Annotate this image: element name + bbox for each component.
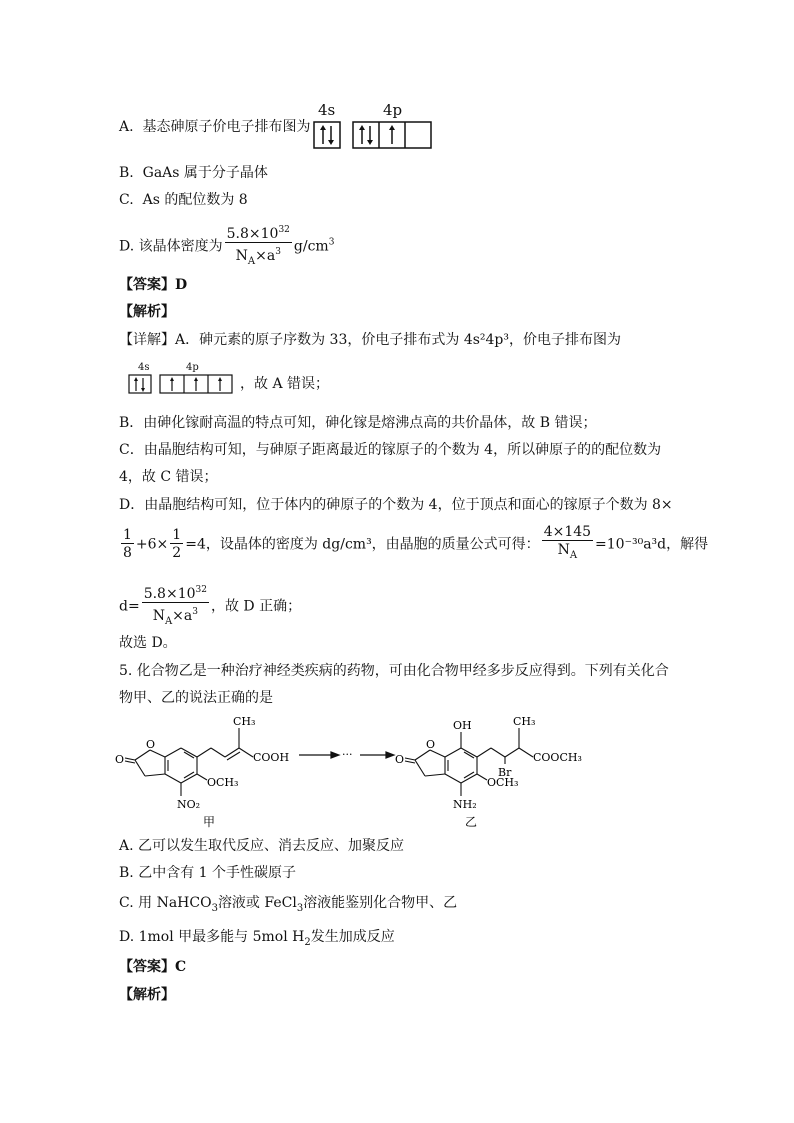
yi-ch3: CH₃ bbox=[513, 715, 536, 728]
q5-answer: 【答案】C bbox=[119, 959, 187, 975]
small-4p-label: 4p bbox=[186, 362, 199, 373]
option-a-text: 基态砷原子价电子排布图为 bbox=[142, 119, 311, 135]
density-result-fraction: $\frac{5.8\times 10^{32}}{N_A\times a^3}$ bbox=[142, 582, 209, 631]
option-c bbox=[119, 191, 248, 209]
detail-conclusion: 故选 D。 bbox=[119, 635, 177, 651]
density-fraction: $\frac{5.8\times 10^{32}}{N_A\times a^3}$ bbox=[225, 222, 292, 271]
yi-label: 乙 bbox=[465, 815, 478, 829]
option-c-text: As 的配位数为 8 bbox=[142, 192, 248, 208]
q5-option-a: A. 乙可以发生取代反应、消去反应、加聚反应 bbox=[119, 838, 405, 854]
option-b-label: B. bbox=[119, 165, 134, 181]
jia-o-ring: O bbox=[146, 738, 156, 751]
detail-c2: 4，故 C 错误； bbox=[119, 469, 218, 485]
q5-stem-2: 物甲、乙的说法正确的是 bbox=[119, 690, 273, 706]
option-d: D. 该晶体密度为 $\frac{5.8\times 10^{32}}{N_A\times a^3}$ $g/cm^3$ bbox=[119, 222, 334, 271]
option-b-body: GaAs 属于分子晶体 bbox=[142, 165, 268, 181]
option-d-text: 该晶体密度为 bbox=[138, 238, 223, 255]
jia-ch3: CH₃ bbox=[233, 715, 256, 728]
yi-oh: OH bbox=[453, 719, 472, 732]
fraction-one-half: $\frac{1}{2}$ bbox=[172, 527, 182, 561]
option-c-label: C. bbox=[119, 192, 134, 208]
yi-o-ring: O bbox=[426, 738, 436, 751]
fraction-mass: $\frac{4\times 145}{N_A}$ bbox=[543, 524, 592, 561]
small-4s-label: 4s bbox=[138, 362, 150, 373]
reaction-scheme bbox=[115, 712, 675, 830]
option-a-label: A. bbox=[119, 119, 134, 135]
detail-d2: $\frac{1}{8}$ +6× $\frac{1}{2}$ =4，设晶体的密度为 dg/cm³，由晶胞的质量公式可得： $\frac{4\times 145}{N_A}$ =10⁻³⁰a³d，解得 bbox=[119, 524, 708, 565]
yi-och3: OCH₃ bbox=[487, 776, 519, 789]
analysis-1: 【解析】 bbox=[119, 304, 175, 320]
yi-o-carbonyl: O bbox=[395, 753, 405, 766]
density-unit: g/cm bbox=[293, 238, 329, 255]
orbital-4p-label: 4p bbox=[383, 101, 403, 119]
jia-label: 甲 bbox=[203, 815, 216, 829]
jia-cooh: COOH bbox=[253, 751, 290, 764]
q5-analysis: 【解析】 bbox=[119, 987, 175, 1003]
detail-d1: D．由晶胞结构可知，位于体内的砷原子的个数为 4，位于顶点和面心的镓原子个数为 8× bbox=[119, 497, 673, 513]
arrow-dots: ··· bbox=[342, 748, 353, 761]
detail-a-end: ，故 A 错误； bbox=[240, 376, 330, 392]
yi-cooch3: COOCH₃ bbox=[533, 751, 582, 764]
yi-nh2: NH₂ bbox=[453, 798, 477, 811]
orbital-boxes-small bbox=[128, 373, 238, 397]
detail-d3: d= $\frac{5.8\times 10^{32}}{N_A\times a^3}$ ，故 D 正确； bbox=[119, 582, 301, 631]
option-d-label: D. bbox=[119, 238, 135, 255]
jia-no2: NO₂ bbox=[177, 798, 201, 811]
q5-option-c: C. 用 NaHCO$_3$溶液或 FeCl$_3$溶液能鉴别化合物甲、乙 bbox=[119, 895, 458, 914]
q5-option-d: D. 1mol 甲最多能与 5mol $H_2$发生加成反应 bbox=[119, 929, 395, 948]
detail-b: B．由砷化镓耐高温的特点可知，砷化镓是熔沸点高的共价晶体，故 B 错误； bbox=[119, 415, 597, 431]
detail-intro: 【详解】A．砷元素的原子序数为 33，价电子排布式为 4s²4p³，价电子排布图为 bbox=[119, 332, 622, 348]
option-a bbox=[119, 118, 310, 136]
orbital-4s-label: 4s bbox=[318, 101, 336, 119]
q5-option-b: B. 乙中含有 1 个手性碳原子 bbox=[119, 865, 296, 881]
fraction-one-eighth: $\frac{1}{8}$ bbox=[123, 527, 132, 561]
jia-o-carbonyl: O bbox=[115, 753, 125, 766]
q5-stem-1: 5. 化合物乙是一种治疗神经类疾病的药物，可由化合物甲经多步反应得到。下列有关化合 bbox=[119, 663, 669, 679]
jia-och3: OCH₃ bbox=[207, 776, 239, 789]
option-b bbox=[119, 164, 268, 182]
yi-br: Br bbox=[498, 766, 512, 779]
detail-c1: C．由晶胞结构可知，与砷原子距离最近的镓原子的个数为 4，所以砷原子的的配位数为 bbox=[119, 442, 662, 458]
answer-1: 【答案】D bbox=[119, 277, 188, 293]
orbital-boxes-large bbox=[313, 120, 443, 152]
